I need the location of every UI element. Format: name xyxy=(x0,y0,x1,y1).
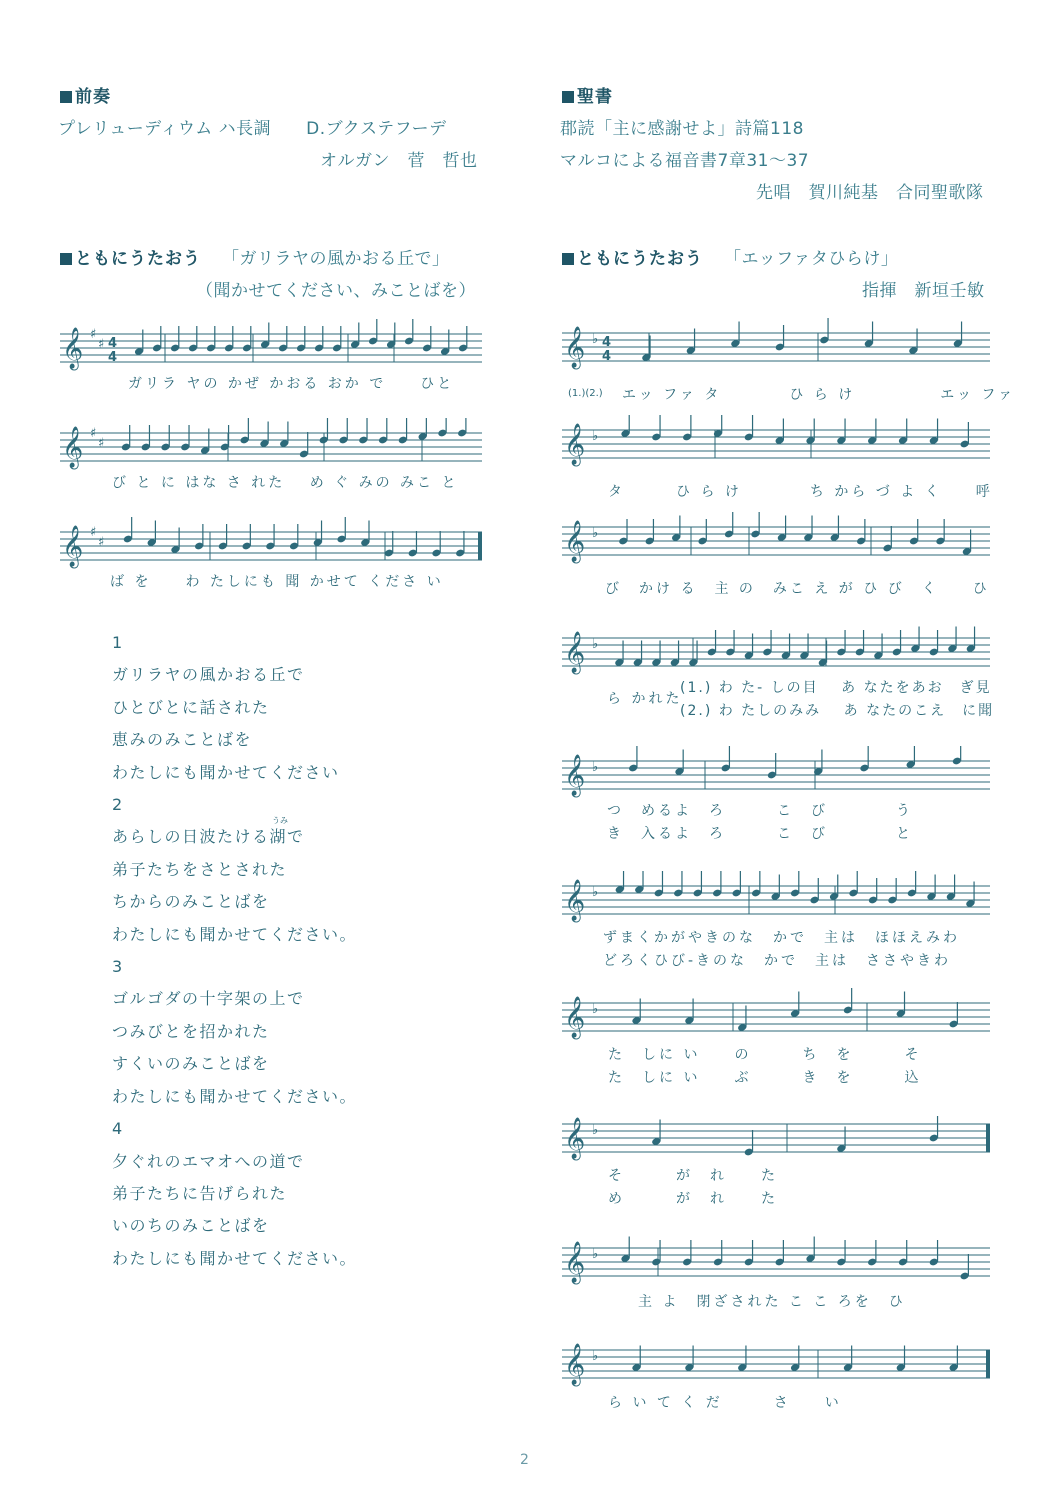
final-bar-line xyxy=(986,1350,990,1378)
time-signature-icon: 4 xyxy=(602,349,612,364)
left-hymn-title: 「ガリラヤの風かおる丘で」 xyxy=(222,249,450,269)
time-signature-icon: 4 xyxy=(602,335,612,350)
key-signature-icon: ♯ xyxy=(90,327,97,342)
verse-line: つみびとを招かれた xyxy=(112,1021,270,1041)
lyric-line: め が れ た xyxy=(608,1191,778,1207)
music-staff xyxy=(557,512,995,572)
lyric-line: ずまくかがやきのな かで 主は ほほえみわ xyxy=(603,930,960,946)
key-signature-icon: ♭ xyxy=(592,1349,599,1364)
treble-clef-icon: 𝄞 xyxy=(564,997,586,1038)
music-staff xyxy=(557,871,995,931)
verse-line: わたしにも聞かせてください。 xyxy=(112,1086,358,1106)
treble-clef-icon: 𝄞 xyxy=(564,632,586,673)
lyric-line: タ ひ ら け ち から づ よ く 呼 xyxy=(608,484,993,500)
treble-clef-icon: 𝄞 xyxy=(564,327,586,368)
final-bar-line xyxy=(986,1124,990,1152)
treble-clef-icon: 𝄞 xyxy=(62,328,84,369)
treble-clef-icon: 𝄞 xyxy=(564,1344,586,1385)
verse-marker: (1.)(2.) xyxy=(568,388,603,399)
verse-list xyxy=(112,627,357,1275)
lyric-line: ガリラ ヤの かぜ かおる おか で ひと xyxy=(128,376,455,392)
key-signature-icon: ♭ xyxy=(592,637,599,652)
verse-number: 3 xyxy=(112,957,124,977)
verse-line: 弟子たちに告げられた xyxy=(112,1183,288,1203)
prelude-heading: 前奏 xyxy=(60,82,111,107)
key-signature-icon: ♯ xyxy=(90,525,97,540)
key-signature-icon: ♯ xyxy=(98,337,105,352)
left-hymn-heading: ともにうたおう xyxy=(60,244,201,269)
key-signature-icon: ♭ xyxy=(592,332,599,347)
key-signature-icon: ♯ xyxy=(98,436,105,451)
verse-line: わたしにも聞かせてください xyxy=(112,762,340,782)
music-staff xyxy=(557,623,995,683)
lyric-line: ら い て く だ さ い xyxy=(608,1395,842,1411)
verse-line: 夕ぐれのエマオへの道で xyxy=(112,1151,305,1171)
treble-clef-icon: 𝄞 xyxy=(564,1242,586,1283)
lyric-line: ば を わ たしにも 聞 かせて くださ い xyxy=(110,574,444,590)
music-staff xyxy=(557,1109,995,1169)
lyric-line: そ が れ た xyxy=(608,1168,778,1184)
key-signature-icon: ♭ xyxy=(592,1247,599,1262)
treble-clef-icon: 𝄞 xyxy=(564,424,586,465)
verse-line: 恵みのみことばを xyxy=(112,730,253,750)
music-staff xyxy=(557,988,995,1048)
lyric-line: び かけ る 主 の みこ え が ひ び く ひ xyxy=(605,581,990,597)
scripture-reading-2: マルコによる福音書7章31～37 xyxy=(560,151,810,171)
key-signature-icon: ♭ xyxy=(592,429,599,444)
music-staff xyxy=(557,1335,995,1395)
treble-clef-icon: 𝄞 xyxy=(62,427,84,468)
right-hymn-conductor: 指揮 新垣壬敏 xyxy=(862,281,985,301)
verse-line: いのちのみことばを xyxy=(112,1216,270,1236)
scripture-reading-1: 郡読「主に感謝せよ」詩篇118 xyxy=(560,119,804,139)
lyric-line: エッ ファ タ ひ ら け エッ ファ xyxy=(622,387,1016,403)
lyric-line: どろくひび-きのな かで 主は ささやきわ xyxy=(603,953,952,969)
left-hymn-subtitle: （聞かせてください、みことばを） xyxy=(196,281,476,301)
treble-clef-icon: 𝄞 xyxy=(564,521,586,562)
lyric-line: 主 よ 閉ざされた こ こ ろを ひ xyxy=(638,1294,906,1310)
music-staff xyxy=(557,746,995,806)
music-staff xyxy=(557,1233,995,1293)
key-signature-icon: ♯ xyxy=(98,535,105,550)
lyric-line: た しに い ぶ き を 込 xyxy=(608,1070,922,1086)
music-staff xyxy=(557,318,995,378)
prelude-performer: オルガン 菅 哲也 xyxy=(320,151,478,171)
scripture-performers: 先唱 賀川純基 合同聖歌隊 xyxy=(756,183,984,203)
lyric-line: た しに い の ち を そ xyxy=(608,1047,922,1063)
lyric-line: び と に はな さ れた め ぐ みの みこ と xyxy=(112,475,459,491)
music-staff xyxy=(55,319,487,379)
verse-line: 弟子たちをさとされた xyxy=(112,859,288,879)
treble-clef-icon: 𝄞 xyxy=(62,526,84,567)
key-signature-icon: ♭ xyxy=(592,526,599,541)
verse-line: ガリラヤの風かおる丘で xyxy=(112,665,305,685)
lyric-line: き 入るよ ろ こ び と xyxy=(607,826,913,842)
lyric-line: (1.) わ た- しの目 あ なたをあお ぎ見 xyxy=(680,680,992,696)
verse-line: すくいのみことばを xyxy=(112,1054,270,1074)
key-signature-icon: ♭ xyxy=(592,760,599,775)
verse-line: わたしにも聞かせてください。 xyxy=(112,1248,358,1268)
key-signature-icon: ♭ xyxy=(592,1123,599,1138)
treble-clef-icon: 𝄞 xyxy=(564,1118,586,1159)
verse-line: ゴルゴダの十字架の上で xyxy=(112,989,305,1009)
scripture-heading: 聖書 xyxy=(562,82,613,107)
music-staff xyxy=(557,415,995,475)
time-signature-icon: 4 xyxy=(108,336,118,351)
key-signature-icon: ♭ xyxy=(592,885,599,900)
time-signature-icon: 4 xyxy=(108,350,118,365)
right-hymn-heading: ともにうたおう xyxy=(562,244,703,269)
treble-clef-icon: 𝄞 xyxy=(564,880,586,921)
music-staff xyxy=(55,418,487,478)
verse-number: 2 xyxy=(112,795,124,815)
lyric-line: つ めるよ ろ こ び う xyxy=(607,803,913,819)
right-hymn-title: 「エッファタひらけ」 xyxy=(724,249,899,269)
treble-clef-icon: 𝄞 xyxy=(564,755,586,796)
ruby-text: うみ xyxy=(272,816,288,825)
music-staff xyxy=(55,517,487,577)
verse-line: わたしにも聞かせてください。 xyxy=(112,924,358,944)
final-bar-line xyxy=(478,532,482,560)
prelude-piece: プレリューディウム ハ長調 D.ブクステフーデ xyxy=(58,119,447,139)
key-signature-icon: ♯ xyxy=(90,426,97,441)
page-number: 2 xyxy=(520,1452,529,1468)
lyric-line: ら かれた xyxy=(607,691,683,707)
verse-line: ちからのみことばを xyxy=(112,892,270,912)
lyric-line: (2.) わ たしのみみ あ なたのこえ に聞 xyxy=(680,703,995,719)
verse-number: 4 xyxy=(112,1119,124,1139)
verse-number: 1 xyxy=(112,633,124,652)
key-signature-icon: ♭ xyxy=(592,1002,599,1017)
verse-line: ひとびとに話された xyxy=(112,697,270,717)
verse-line: あらしの日波たける湖で xyxy=(112,827,305,847)
